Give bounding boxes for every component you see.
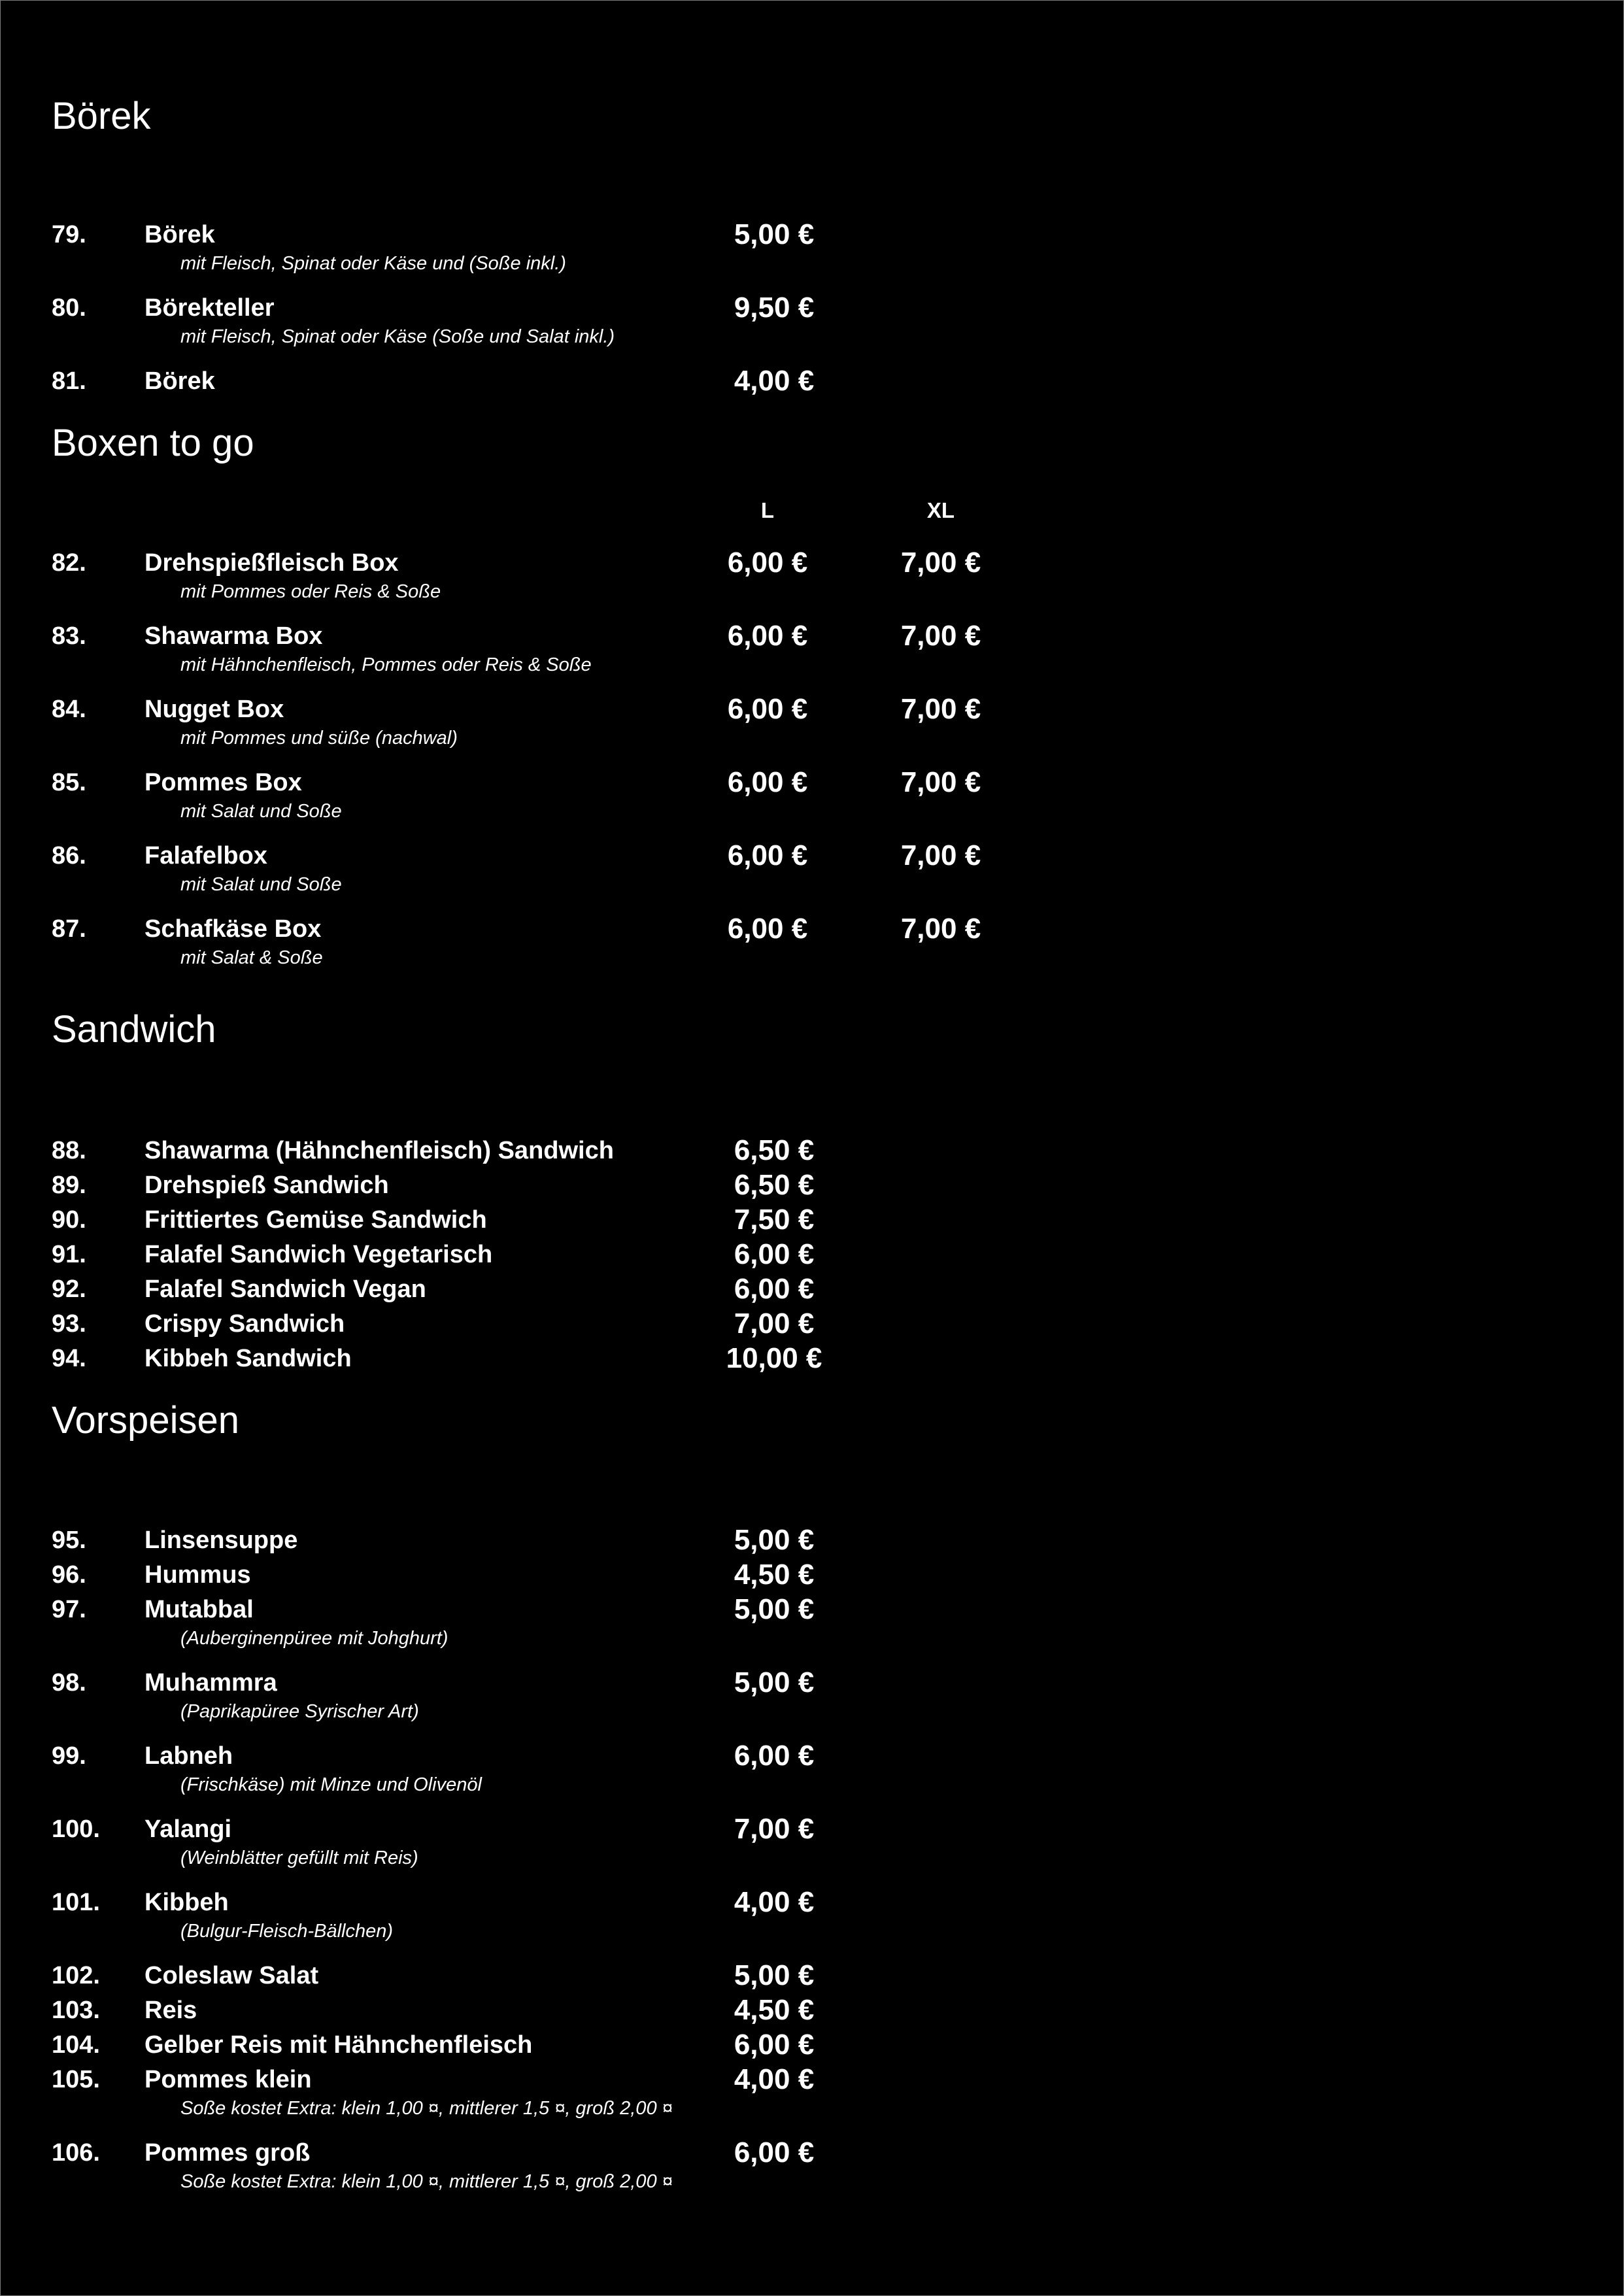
item-name: Pommes klein bbox=[144, 2066, 312, 2093]
item-description: (Weinblätter gefüllt mit Reis) bbox=[180, 1848, 418, 1868]
item-number: 98. bbox=[52, 1669, 86, 1697]
menu-item bbox=[1, 1994, 1623, 2026]
menu-item bbox=[1, 766, 1623, 822]
item-description: mit Fleisch, Spinat oder Käse (Soße und Salat inkl.) bbox=[180, 326, 615, 347]
item-price-xl: 7,00 € bbox=[900, 766, 981, 798]
menu-item bbox=[1, 1308, 1623, 1340]
item-number: 91. bbox=[52, 1241, 86, 1268]
item-price: 5,00 € bbox=[734, 1593, 815, 1625]
item-number: 101. bbox=[52, 1889, 100, 1916]
item-description: mit Salat & Soße bbox=[180, 947, 323, 968]
item-price: 4,50 € bbox=[734, 1559, 815, 1591]
item-number: 86. bbox=[52, 842, 86, 869]
item-price-l: 6,00 € bbox=[727, 766, 808, 798]
item-price: 4,50 € bbox=[734, 1994, 815, 2026]
item-price-l: 6,00 € bbox=[727, 620, 808, 652]
section-title-sandwich: Sandwich bbox=[52, 1008, 216, 1051]
item-description: mit Pommes oder Reis & Soße bbox=[180, 581, 441, 602]
item-name: Gelber Reis mit Hähnchenfleisch bbox=[144, 2031, 533, 2059]
menu-item bbox=[1, 693, 1623, 749]
menu-item bbox=[1, 547, 1623, 602]
item-price: 4,00 € bbox=[734, 2063, 815, 2095]
item-description: mit Salat und Soße bbox=[180, 801, 342, 822]
item-price: 7,00 € bbox=[734, 1813, 815, 1845]
item-description: mit Hähnchenfleisch, Pommes oder Reis & Soße bbox=[180, 654, 592, 675]
menu-item bbox=[1, 2136, 1623, 2192]
menu-item bbox=[1, 1740, 1623, 1795]
menu-item bbox=[1, 1273, 1623, 1305]
item-number: 104. bbox=[52, 2031, 100, 2059]
item-price: 9,50 € bbox=[734, 292, 815, 324]
menu-item bbox=[1, 292, 1623, 347]
item-number: 82. bbox=[52, 549, 86, 577]
item-name: Mutabbal bbox=[144, 1596, 254, 1623]
item-price-xl: 7,00 € bbox=[900, 913, 981, 945]
item-name: Falafel Sandwich Vegan bbox=[144, 1275, 426, 1303]
item-description: (Paprikapüree Syrischer Art) bbox=[180, 1701, 419, 1722]
item-description: (Auberginenpüree mit Johghurt) bbox=[180, 1628, 448, 1649]
item-number: 81. bbox=[52, 367, 86, 395]
item-number: 89. bbox=[52, 1172, 86, 1199]
menu-item bbox=[1, 1342, 1623, 1374]
item-name: Drehspießfleisch Box bbox=[144, 549, 399, 577]
item-name: Reis bbox=[144, 1997, 197, 2024]
menu-item bbox=[1, 1886, 1623, 1942]
item-name: Linsensuppe bbox=[144, 1527, 298, 1554]
item-number: 83. bbox=[52, 622, 86, 650]
item-price: 5,00 € bbox=[734, 1959, 815, 1991]
item-number: 87. bbox=[52, 915, 86, 943]
section-title-borek: Börek bbox=[52, 95, 151, 137]
item-name: Frittiertes Gemüse Sandwich bbox=[144, 1206, 487, 1234]
section-title-vorspeisen: Vorspeisen bbox=[52, 1399, 239, 1442]
item-number: 105. bbox=[52, 2066, 100, 2093]
item-price-xl: 7,00 € bbox=[900, 620, 981, 652]
menu-item bbox=[1, 1134, 1623, 1166]
item-name: Shawarma Box bbox=[144, 622, 323, 650]
item-number: 80. bbox=[52, 294, 86, 322]
item-name: Börek bbox=[144, 221, 215, 248]
item-price-xl: 7,00 € bbox=[900, 839, 981, 871]
item-price-l: 6,00 € bbox=[727, 547, 808, 579]
column-header-l: L bbox=[760, 498, 775, 522]
item-name: Pommes Box bbox=[144, 769, 302, 796]
item-name: Shawarma (Hähnchenfleisch) Sandwich bbox=[144, 1137, 614, 1164]
item-price-l: 6,00 € bbox=[727, 839, 808, 871]
menu-item bbox=[1, 1169, 1623, 1201]
menu-item bbox=[1, 620, 1623, 675]
item-number: 106. bbox=[52, 2139, 100, 2167]
item-name: Falafelbox bbox=[144, 842, 267, 869]
menu-item bbox=[1, 1959, 1623, 1991]
menu-item bbox=[1, 1524, 1623, 1556]
item-number: 85. bbox=[52, 769, 86, 796]
menu-item bbox=[1, 1593, 1623, 1649]
menu-item bbox=[1, 218, 1623, 274]
section-title-boxen: Boxen to go bbox=[52, 422, 254, 464]
item-price: 7,00 € bbox=[734, 1308, 815, 1340]
item-number: 92. bbox=[52, 1275, 86, 1303]
item-description: mit Fleisch, Spinat oder Käse und (Soße inkl.) bbox=[180, 253, 566, 274]
menu-item bbox=[1, 913, 1623, 968]
item-description: Soße kostet Extra: klein 1,00 ¤, mittlerer 1,5 ¤, groß 2,00 ¤ bbox=[180, 2171, 673, 2192]
item-number: 84. bbox=[52, 696, 86, 723]
item-price: 4,00 € bbox=[734, 1886, 815, 1918]
item-price: 6,50 € bbox=[734, 1169, 815, 1201]
item-number: 93. bbox=[52, 1310, 86, 1338]
item-name: Falafel Sandwich Vegetarisch bbox=[144, 1241, 493, 1268]
item-name: Coleslaw Salat bbox=[144, 1962, 319, 1989]
item-number: 103. bbox=[52, 1997, 100, 2024]
item-name: Pommes groß bbox=[144, 2139, 311, 2167]
item-price-l: 6,00 € bbox=[727, 693, 808, 725]
item-name: Crispy Sandwich bbox=[144, 1310, 345, 1338]
item-price: 7,50 € bbox=[734, 1204, 815, 1236]
menu-item bbox=[1, 1666, 1623, 1722]
item-number: 96. bbox=[52, 1561, 86, 1589]
item-name: Kibbeh bbox=[144, 1889, 229, 1916]
item-name: Schafkäse Box bbox=[144, 915, 322, 943]
item-price: 5,00 € bbox=[734, 1524, 815, 1556]
item-price-xl: 7,00 € bbox=[900, 693, 981, 725]
item-price: 6,00 € bbox=[734, 1238, 815, 1270]
menu-item bbox=[1, 1204, 1623, 1236]
menu-item bbox=[1, 1813, 1623, 1868]
item-number: 79. bbox=[52, 221, 86, 248]
item-number: 90. bbox=[52, 1206, 86, 1234]
item-number: 88. bbox=[52, 1137, 86, 1164]
menu-item bbox=[1, 1559, 1623, 1591]
item-price-xl: 7,00 € bbox=[900, 547, 981, 579]
item-name: Drehspieß Sandwich bbox=[144, 1172, 389, 1199]
item-number: 97. bbox=[52, 1596, 86, 1623]
item-price: 10,00 € bbox=[726, 1342, 822, 1374]
menu-item bbox=[1, 1238, 1623, 1270]
item-price-l: 6,00 € bbox=[727, 913, 808, 945]
column-header-xl: XL bbox=[926, 498, 955, 522]
item-price: 6,00 € bbox=[734, 2136, 815, 2169]
item-name: Hummus bbox=[144, 1561, 251, 1589]
item-name: Muhammra bbox=[144, 1669, 277, 1697]
item-price: 6,00 € bbox=[734, 2029, 815, 2061]
item-description: (Frischkäse) mit Minze und Olivenöl bbox=[180, 1774, 482, 1795]
item-price: 5,00 € bbox=[734, 218, 815, 250]
item-number: 95. bbox=[52, 1527, 86, 1554]
item-number: 100. bbox=[52, 1815, 100, 1843]
item-number: 99. bbox=[52, 1742, 86, 1770]
item-name: Yalangi bbox=[144, 1815, 232, 1843]
item-name: Nugget Box bbox=[144, 696, 284, 723]
item-number: 94. bbox=[52, 1345, 86, 1372]
menu-item bbox=[1, 839, 1623, 895]
item-price: 5,00 € bbox=[734, 1666, 815, 1698]
item-price: 4,00 € bbox=[734, 365, 815, 397]
item-price: 6,50 € bbox=[734, 1134, 815, 1166]
item-price: 6,00 € bbox=[734, 1740, 815, 1772]
item-price: 6,00 € bbox=[734, 1273, 815, 1305]
menu-item bbox=[1, 2063, 1623, 2119]
item-description: mit Salat und Soße bbox=[180, 874, 342, 895]
item-name: Labneh bbox=[144, 1742, 233, 1770]
item-name: Börek bbox=[144, 367, 215, 395]
menu-item bbox=[1, 2029, 1623, 2061]
item-description: (Bulgur-Fleisch-Bällchen) bbox=[180, 1921, 394, 1942]
item-number: 102. bbox=[52, 1962, 100, 1989]
item-description: mit Pommes und süße (nachwal) bbox=[180, 728, 458, 749]
menu-item bbox=[1, 365, 1623, 397]
item-name: Börekteller bbox=[144, 294, 275, 322]
item-name: Kibbeh Sandwich bbox=[144, 1345, 352, 1372]
item-description: Soße kostet Extra: klein 1,00 ¤, mittlerer 1,5 ¤, groß 2,00 ¤ bbox=[180, 2098, 673, 2119]
